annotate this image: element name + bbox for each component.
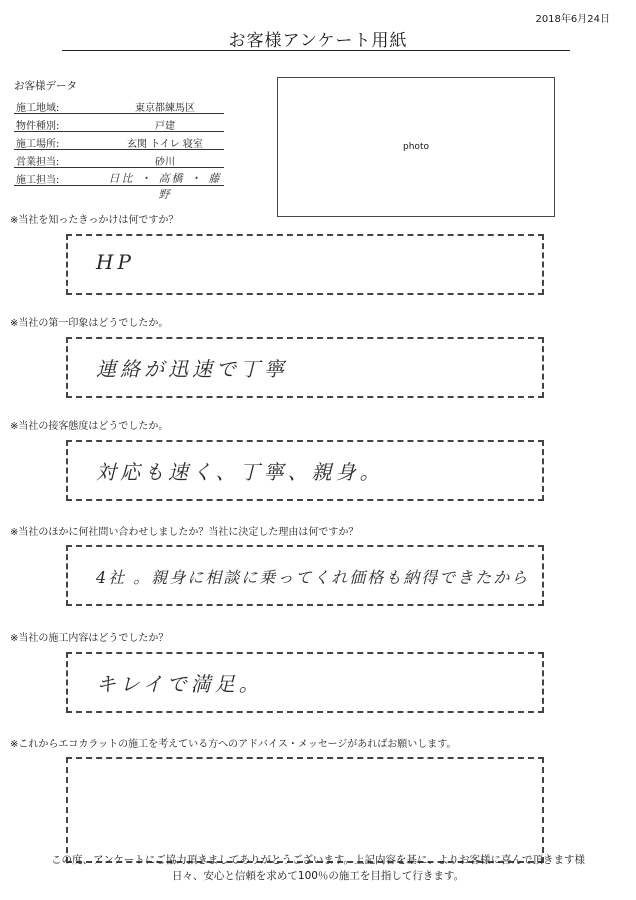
answer-box-1: [66, 234, 544, 295]
footer-line-1: この度、アンケートにご協力頂きましてありがとうございます。上記内容を基に、よりお客様に喜んで頂きます様: [50, 854, 586, 866]
info-row-sales-rep: [14, 150, 224, 168]
question-1: ※当社を知ったきっかけは何ですか？: [10, 215, 179, 226]
question-3: ※当社の接客態度はどうでしたか。: [10, 421, 169, 432]
info-row-installers: [14, 168, 224, 201]
info-key: 施工担当:: [16, 175, 60, 186]
info-value-handwritten: 日比 ・ 高橋 ・ 藤野: [108, 172, 222, 201]
info-key: 施工地域:: [16, 103, 60, 114]
question-4: ※当社のほかに何社問い合わせしましたか？当社に決定した理由は何ですか？: [10, 527, 359, 538]
footer-line-2: 日々、安心と信頼を求めて100％の施工を目指して行きます。: [171, 870, 465, 882]
info-key: 営業担当:: [16, 157, 60, 168]
customer-data-label: お客様データ: [14, 80, 77, 92]
info-value: 砂川: [155, 157, 175, 168]
answer-box-5: [66, 652, 544, 713]
answer-text-3: 対応も速く、丁寧、親身。: [96, 460, 384, 484]
photo-label: photo: [403, 142, 429, 152]
answer-box-6: [66, 757, 544, 863]
info-value: 戸建: [155, 121, 175, 132]
info-row-property-type: [14, 114, 224, 132]
info-value: 玄関 トイレ 寝室: [127, 139, 203, 150]
info-value: 東京都練馬区: [135, 103, 195, 114]
answer-text-1: HP: [96, 250, 135, 274]
customer-info-table: [14, 96, 224, 201]
title-underline: [62, 50, 570, 51]
photo-box: [277, 77, 555, 217]
survey-date: 2018年6月24日: [535, 14, 610, 25]
question-6: ※これからエコカラットの施工を考えている方へのアドバイス・メッセージがあればお願いします。: [10, 739, 457, 750]
info-row-location: [14, 132, 224, 150]
info-key: 施工場所:: [16, 139, 60, 150]
answer-text-5: キレイで満足。: [96, 672, 263, 696]
info-row-area: [14, 96, 224, 114]
answer-text-2: 連絡が迅速で丁寧: [96, 357, 288, 381]
answer-box-2: [66, 337, 544, 398]
page-title: お客様アンケート用紙: [228, 31, 408, 51]
answer-box-4: [66, 545, 544, 606]
question-2: ※当社の第一印象はどうでしたか。: [10, 318, 169, 329]
question-5: ※当社の施工内容はどうでしたか？: [10, 633, 169, 644]
info-key: 物件種別:: [16, 121, 60, 132]
answer-box-3: [66, 440, 544, 501]
answer-text-4: 4社 。親身に相談に乗ってくれ価格も納得できたから: [96, 568, 530, 587]
